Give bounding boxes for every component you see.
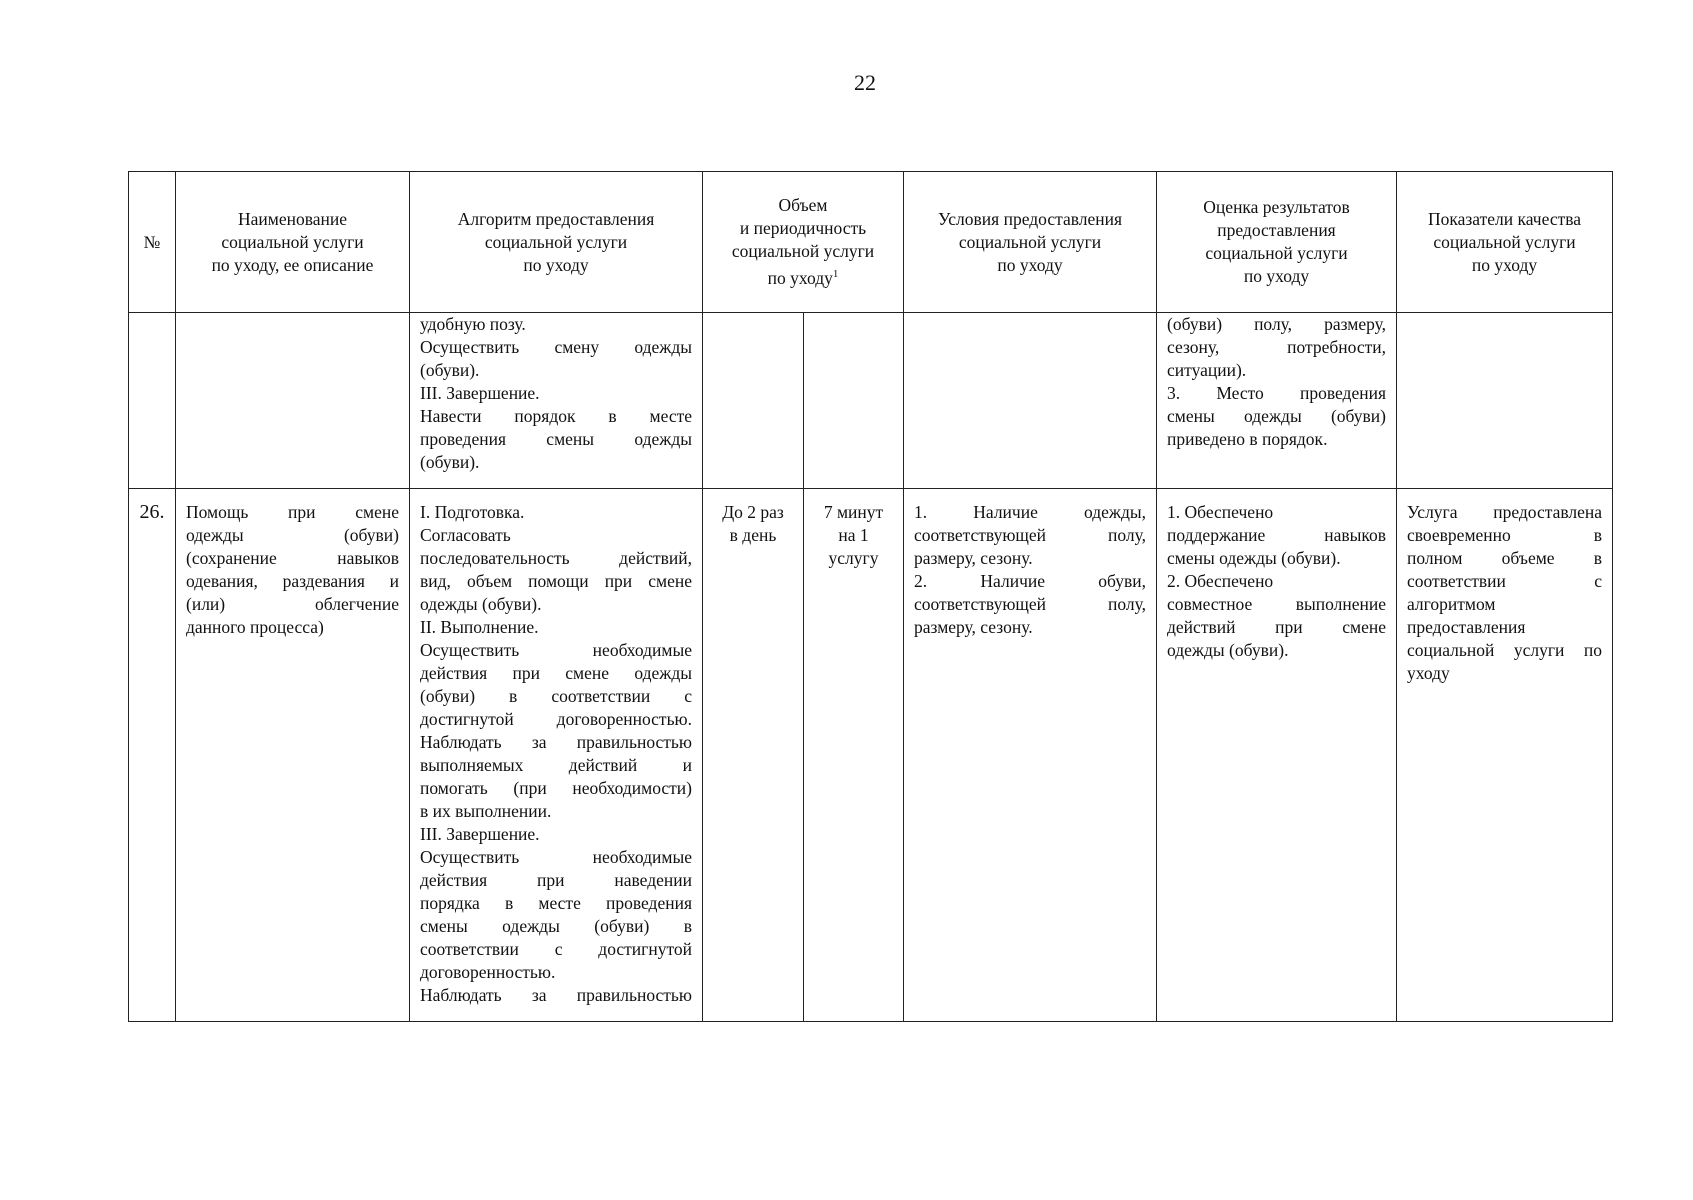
- cell-text-line: Согласовать: [420, 525, 511, 545]
- cell-text-line: 2. Наличие обуви,: [914, 571, 1147, 591]
- cell-text-line: социальной услуги по: [1407, 640, 1603, 660]
- cell-text-line: размеру, сезону.: [914, 548, 1033, 568]
- cell-text-line: размеру, сезону.: [914, 617, 1033, 637]
- cell-text-line: (или) облегчение: [186, 594, 399, 614]
- cell-text-line: помогать (при необходимости): [420, 778, 692, 798]
- cell-text-line: Услуга предоставлена: [1407, 502, 1603, 522]
- cell-text-line: (обуви) полу, размеру,: [1167, 314, 1387, 334]
- header-algorithm: Алгоритм предоставления социальной услуги по уходу: [410, 172, 703, 313]
- cell-evaluation: [1157, 313, 1397, 489]
- cell-text-line: приведено в порядок.: [1167, 429, 1328, 449]
- cell-duration: 7 минут на 1 услугу: [804, 489, 904, 1022]
- cell-text-line: поддержание навыков: [1167, 525, 1387, 545]
- cell-text-line: 1. Наличие одежды,: [914, 502, 1147, 522]
- cell-text-line: уходу: [1407, 663, 1450, 683]
- cell-text-line: алгоритмом: [1407, 594, 1496, 614]
- table-row-26: [129, 489, 1613, 1022]
- page-number: 22: [854, 70, 876, 95]
- header-service-name: Наименование социальной услуги по уходу, ее описание: [176, 172, 410, 313]
- cell-text-line: своевременно в: [1407, 525, 1603, 545]
- cell-text-line: выполняемых действий и: [420, 755, 692, 775]
- cell-text-line: действий при смене: [1167, 617, 1387, 637]
- header-volume-frequency: Объем и периодичность социальной услуги по уходу$^1$: [703, 172, 904, 313]
- cell-text-line: Осуществить смену одежды: [420, 337, 692, 357]
- cell-service-name: [176, 313, 410, 489]
- cell-text-line: одежды (обуви): [186, 525, 399, 545]
- table-row-continuation: [129, 313, 1613, 489]
- cell-quality: [1397, 489, 1613, 1022]
- cell-service-name: [176, 489, 410, 1022]
- cell-text-line: III. Завершение.: [420, 824, 540, 844]
- cell-text-line: (обуви).: [420, 360, 480, 380]
- cell-text-line: смены одежды (обуви): [1167, 406, 1387, 426]
- cell-text-line: I. Подготовка.: [420, 502, 525, 522]
- cell-text-line: Наблюдать за правильностью: [420, 732, 692, 752]
- cell-frequency: До 2 раз в день: [703, 489, 804, 1022]
- cell-text-line: смены одежды (обуви) в: [420, 916, 692, 936]
- cell-text-line: одежды (обуви).: [420, 594, 542, 614]
- cell-text-line: данного процесса): [186, 617, 324, 637]
- cell-text-line: достигнутой договоренностью.: [420, 709, 692, 729]
- cell-text-line: в их выполнении.: [420, 801, 552, 821]
- cell-text-line: полном объеме в: [1407, 548, 1603, 568]
- cell-text-line: (обуви) в соответствии с: [420, 686, 692, 706]
- cell-text-line: 2. Обеспечено: [1167, 571, 1274, 591]
- cell-number: [129, 313, 176, 489]
- cell-text-line: договоренностью.: [420, 962, 556, 982]
- cell-text-line: 1. Обеспечено: [1167, 502, 1274, 522]
- cell-algorithm: [410, 313, 703, 489]
- header-conditions: Условия предоставления социальной услуги по уходу: [904, 172, 1157, 313]
- footnote-marker: 1: [832, 268, 839, 281]
- cell-text-line: смены одежды (обуви).: [1167, 548, 1341, 568]
- cell-text-line: III. Завершение.: [420, 383, 540, 403]
- cell-text-line: II. Выполнение.: [420, 617, 539, 637]
- header-quality: Показатели качества социальной услуги по уходу: [1397, 172, 1613, 313]
- cell-text-line: одевания, раздевания и: [186, 571, 399, 591]
- cell-quality: [1397, 313, 1613, 489]
- cell-text-line: сезону, потребности,: [1167, 337, 1387, 357]
- cell-text-line: действия при смене одежды: [420, 663, 692, 683]
- cell-text-line: соответствующей полу,: [914, 594, 1147, 614]
- cell-text-line: проведения смены одежды: [420, 429, 692, 449]
- cell-text-line: предоставления: [1407, 617, 1526, 637]
- cell-text-line: соответствии с достигнутой: [420, 939, 692, 959]
- cell-evaluation: [1157, 489, 1397, 1022]
- header-number: №: [129, 172, 176, 313]
- cell-frequency: [703, 313, 804, 489]
- table-header-row: [129, 172, 1613, 313]
- cell-conditions: [904, 489, 1157, 1022]
- cell-text-line: совместное выполнение: [1167, 594, 1387, 614]
- cell-text-line: (сохранение навыков: [186, 548, 399, 568]
- cell-text-line: 3. Место проведения: [1167, 383, 1387, 403]
- cell-text-line: (обуви).: [420, 452, 480, 472]
- cell-text-line: одежды (обуви).: [1167, 640, 1289, 660]
- header-evaluation: Оценка результатов предоставления социальной услуги по уходу: [1157, 172, 1397, 313]
- cell-text-line: соответствии с: [1407, 571, 1603, 591]
- cell-text-line: действия при наведении: [420, 870, 692, 890]
- cell-conditions: [904, 313, 1157, 489]
- cell-text-line: порядка в месте проведения: [420, 893, 692, 913]
- cell-text-line: удобную позу.: [420, 314, 526, 334]
- cell-algorithm: [410, 489, 703, 1022]
- social-services-table: [128, 171, 1613, 1022]
- cell-text-line: последовательность действий,: [420, 548, 692, 568]
- cell-text-line: соответствующей полу,: [914, 525, 1147, 545]
- cell-number: 26.: [129, 489, 176, 1022]
- cell-duration: [804, 313, 904, 489]
- cell-text-line: Наблюдать за правильностью: [420, 985, 692, 1005]
- cell-text-line: ситуации).: [1167, 360, 1247, 380]
- cell-text-line: Осуществить необходимые: [420, 847, 692, 867]
- cell-text-line: Осуществить необходимые: [420, 640, 692, 660]
- cell-text-line: вид, объем помощи при смене: [420, 571, 692, 591]
- cell-text-line: Навести порядок в месте: [420, 406, 692, 426]
- cell-text-line: Помощь при смене: [186, 502, 399, 522]
